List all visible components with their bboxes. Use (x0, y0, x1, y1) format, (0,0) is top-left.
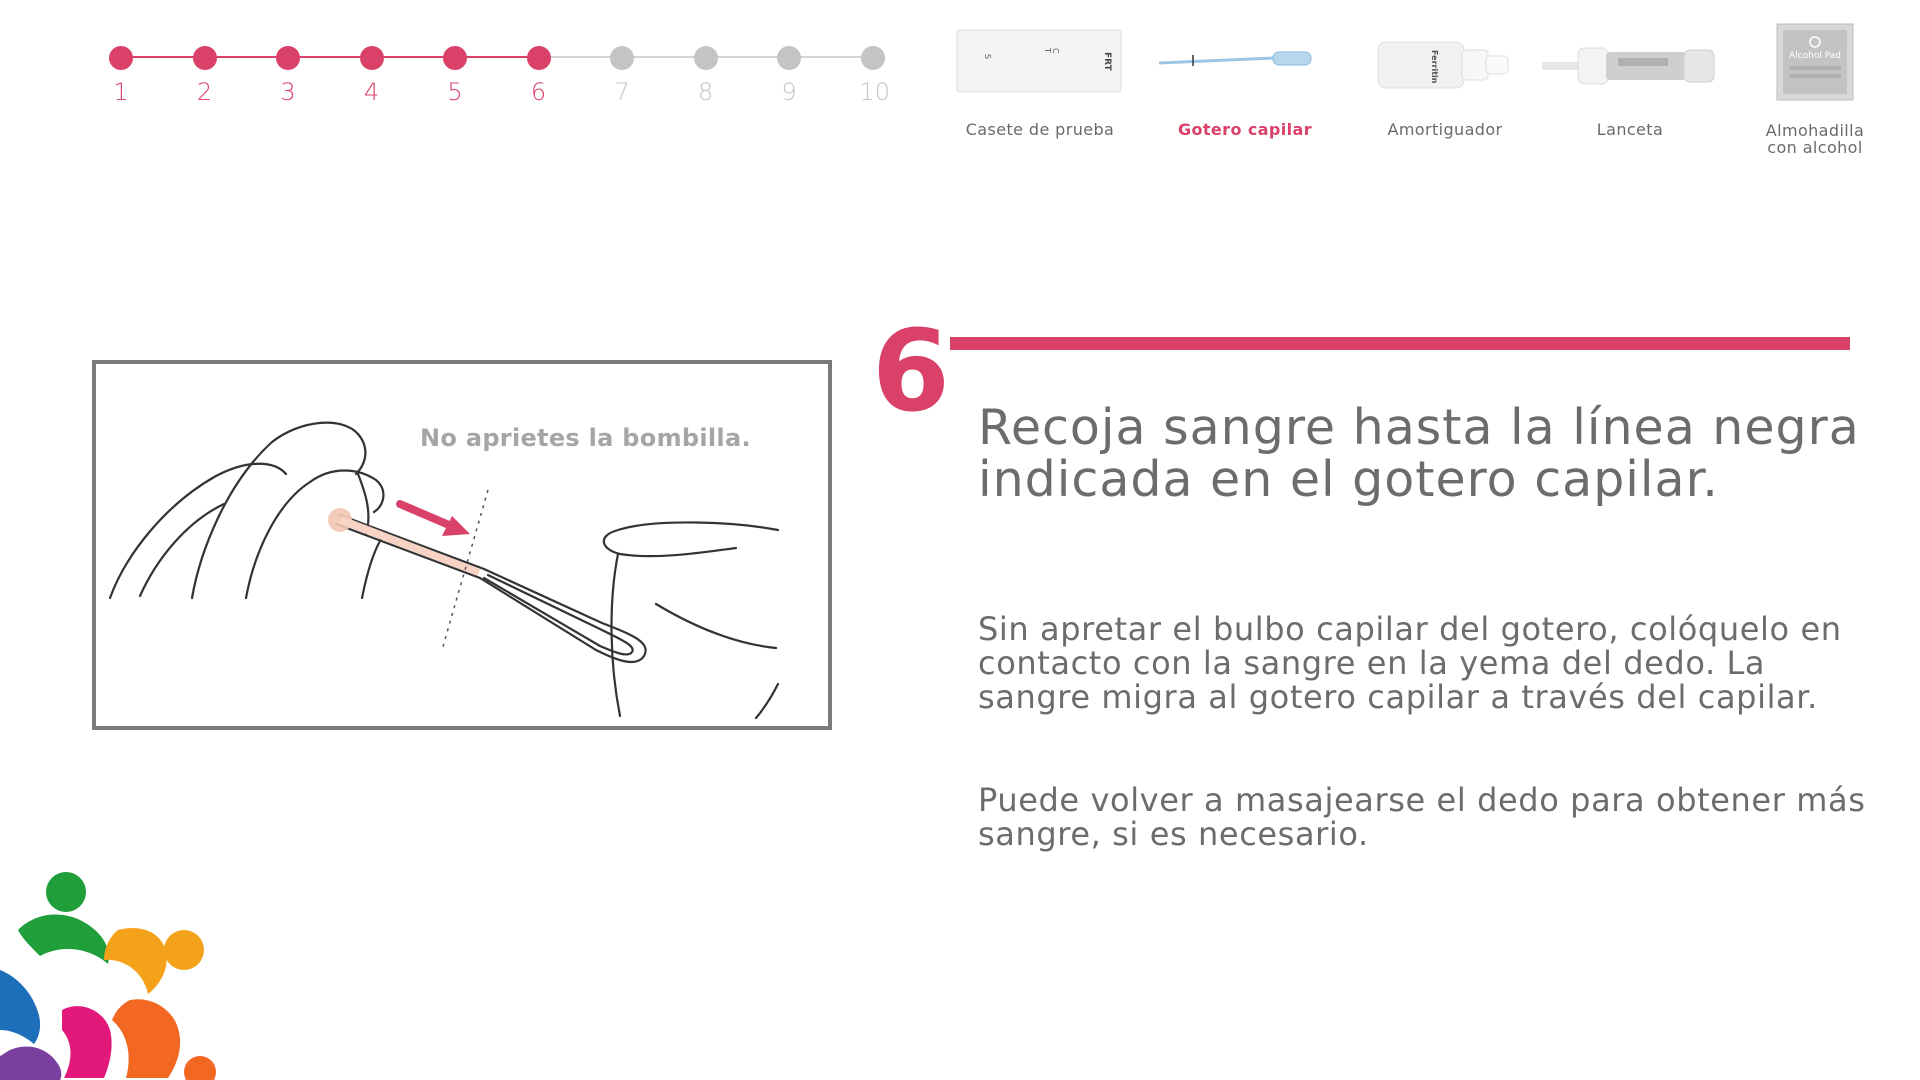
cassette-marking-t: T (1043, 48, 1052, 53)
alcohol-pad-label: Alcohol Pad (1789, 51, 1841, 61)
step-number-label: 8 (697, 78, 714, 106)
step-number-label: 6 (530, 78, 547, 106)
finger-capillary-drawing (96, 364, 828, 726)
step-dot (109, 46, 133, 70)
lancet-icon (1540, 36, 1720, 96)
alcohol-pad-icon (1775, 22, 1855, 102)
kit-item-buffer[interactable] (1350, 18, 1540, 168)
step-6[interactable] (526, 46, 552, 106)
step-1[interactable] (108, 46, 134, 106)
step-dot (694, 46, 718, 70)
capillary-dropper-icon (1155, 46, 1335, 76)
step-dot (360, 46, 384, 70)
step-dot (443, 46, 467, 70)
step-8[interactable] (693, 46, 719, 106)
step-2[interactable] (192, 46, 218, 106)
step-number-label: 9 (781, 78, 797, 106)
step-title: Recoja sangre hasta la línea negra indicada en el gotero capilar. (978, 399, 1860, 508)
buffer-bottle-label: Ferritin (1430, 50, 1439, 84)
step-number-label: 1 (113, 78, 129, 106)
step-dot (527, 46, 551, 70)
test-cassette-icon (955, 26, 1125, 96)
kit-label-buffer: Amortiguador (1387, 120, 1503, 139)
step-number-label: 3 (280, 78, 296, 106)
step-9[interactable] (776, 46, 802, 106)
kit-components (945, 18, 1905, 168)
kit-label-alcohol-pad: Almohadilla con alcohol (1765, 121, 1865, 157)
kit-label-capillary-dropper: Gotero capilar (1177, 120, 1313, 139)
step-dot (276, 46, 300, 70)
step-dot (610, 46, 634, 70)
step-number: 6 (872, 307, 950, 437)
cassette-marking-c: C (1051, 48, 1060, 54)
progress-stepper (0, 0, 900, 120)
step-number-label: 5 (447, 78, 463, 106)
buffer-bottle-icon (1370, 36, 1520, 92)
kit-item-alcohol-pad[interactable] (1725, 18, 1905, 168)
step-dot (777, 46, 801, 70)
step-7[interactable] (609, 46, 635, 106)
step-number-label: 10 (859, 78, 891, 106)
step-10[interactable] (859, 46, 891, 106)
instruction-paragraph-1: Sin apretar el bulbo capilar del gotero, colóquelo en contacto con la sangre en la yema del dedo. La sangre migra al gotero capilar a través del capilar. (978, 610, 1842, 716)
cassette-marking-s: S (983, 54, 992, 60)
kit-label-test-cassette: Casete de prueba (965, 120, 1115, 139)
brand-logo (0, 860, 220, 1080)
step-number-label: 7 (614, 78, 630, 106)
step-number-label: 2 (196, 78, 213, 106)
step-3[interactable] (275, 46, 301, 106)
instruction-illustration (92, 360, 832, 730)
step-accent-bar (950, 337, 1850, 350)
kit-item-test-cassette[interactable] (945, 18, 1135, 168)
step-5[interactable] (442, 46, 468, 106)
kit-item-capillary-dropper[interactable] (1155, 18, 1335, 168)
instruction-paragraph-2: Puede volver a masajearse el dedo para obtener más sangre, si es necesario. (978, 781, 1866, 853)
step-dot (193, 46, 217, 70)
illustration-note: No aprietes la bombilla. (420, 424, 751, 452)
kit-item-lancet[interactable] (1540, 18, 1720, 168)
cassette-marking-frt: FRT (1102, 52, 1112, 71)
step-4[interactable] (359, 46, 385, 106)
step-number-label: 4 (363, 78, 380, 106)
step-dot (861, 46, 885, 70)
kit-label-lancet: Lanceta (1596, 120, 1664, 139)
